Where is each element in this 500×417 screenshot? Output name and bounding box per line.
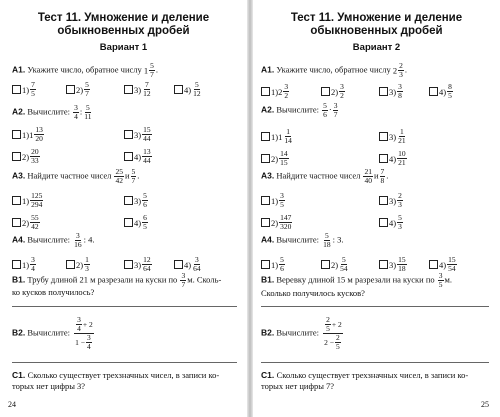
answer-option[interactable]: 3) $\frac{12}{64}$ xyxy=(124,256,153,273)
checkbox[interactable] xyxy=(429,87,438,96)
answer-option[interactable]: 1) 1 $\frac{13}{20}$ xyxy=(12,126,45,143)
checkbox[interactable] xyxy=(174,85,183,94)
checkbox[interactable] xyxy=(379,132,388,141)
right-page xyxy=(253,0,500,417)
answer-option[interactable]: 4) $\frac{3}{64}$ xyxy=(174,256,203,273)
answer-option[interactable]: 2) $\frac{3}{2}$ xyxy=(321,83,346,100)
checkbox[interactable] xyxy=(124,260,133,269)
answer-line[interactable] xyxy=(261,362,489,363)
checkbox[interactable] xyxy=(321,260,330,269)
answer-option[interactable]: 2) $\frac{20}{33}$ xyxy=(12,148,41,165)
checkbox[interactable] xyxy=(12,152,21,161)
answer-option[interactable]: 1) $\frac{125}{294}$ xyxy=(12,192,44,209)
checkbox[interactable] xyxy=(379,218,388,227)
answer-option[interactable]: 4) $\frac{10}{21}$ xyxy=(379,150,408,167)
checkbox[interactable] xyxy=(379,87,388,96)
checkbox[interactable] xyxy=(124,130,133,139)
checkbox[interactable] xyxy=(124,152,133,161)
question-a1: А1. Укажите число, обратное числу 1 $\frac{5}{7}$ . xyxy=(12,61,159,79)
checkbox[interactable] xyxy=(261,154,270,163)
checkbox[interactable] xyxy=(66,85,75,94)
answer-option[interactable]: 2) $\frac{5}{54}$ xyxy=(321,256,350,273)
answer-option[interactable]: 4) $\frac{8}{5}$ xyxy=(429,83,454,100)
question-a2: А2. Вычислите: $\frac{5}{6}$ · $\frac{3}{7}$ xyxy=(261,101,338,119)
checkbox[interactable] xyxy=(12,130,21,139)
question-c1: С1. Сколько существует трехзначных чисел, в записи ко- xyxy=(12,370,220,380)
answer-option[interactable]: 1) 2 $\frac{3}{2}$ xyxy=(261,83,290,100)
checkbox[interactable] xyxy=(379,196,388,205)
answer-option[interactable]: 2) $\frac{55}{42}$ xyxy=(12,214,41,231)
answer-option[interactable]: 4) $\frac{15}{54}$ xyxy=(429,256,458,273)
variant-label: Вариант 2 xyxy=(352,42,401,53)
answer-option[interactable]: 1) $\frac{3}{4}$ xyxy=(12,256,37,273)
question-a1: А1. Укажите число, обратное числу 2 $\frac{2}{3}$ . xyxy=(261,61,408,79)
checkbox[interactable] xyxy=(12,218,21,227)
checkbox[interactable] xyxy=(261,196,270,205)
test-subtitle: обыкновенных дробей xyxy=(310,25,443,37)
question-tag: С1. xyxy=(261,370,277,380)
question-a2: А2. Вычислите: $\frac{3}{4}$ : $\frac{5}{11}$ xyxy=(12,103,92,121)
checkbox[interactable] xyxy=(429,260,438,269)
page-number: 25 xyxy=(481,400,489,409)
answer-option[interactable]: 4) $\frac{13}{44}$ xyxy=(124,148,153,165)
question-c1-cont: торых нет цифры 3? xyxy=(12,381,86,391)
checkbox[interactable] xyxy=(321,87,330,96)
question-b2: В2. Вычислите: $\frac{3}{4}$ + 2 1 − $\frac{3}{4}$ xyxy=(12,315,93,351)
answer-option[interactable]: 1) 1 $\frac{1}{14}$ xyxy=(261,128,294,145)
question-c1-cont: торых нет цифры 7? xyxy=(261,381,335,391)
answer-line[interactable] xyxy=(12,362,237,363)
page-number: 24 xyxy=(8,400,16,409)
question-a4: А4. Вычислите: $\frac{3}{16}$ : 4. xyxy=(12,231,95,249)
test-subtitle: обыкновенных дробей xyxy=(57,25,190,37)
answer-line[interactable] xyxy=(12,306,237,307)
checkbox[interactable] xyxy=(261,87,270,96)
question-c1: С1. Сколько существует трехзначных чисел, в записи ко- xyxy=(261,370,469,380)
question-b1-cont: ко кусков получилось? xyxy=(12,287,95,297)
checkbox[interactable] xyxy=(124,196,133,205)
answer-option[interactable]: 4) $\frac{5}{12}$ xyxy=(174,81,203,98)
answer-option[interactable]: 2) $\frac{1}{3}$ xyxy=(66,256,91,273)
answer-option[interactable]: 3) $\frac{3}{8}$ xyxy=(379,83,404,100)
answer-option[interactable]: 3) $\frac{15}{18}$ xyxy=(379,256,408,273)
question-a3: А3. Найдите частное чисел $\frac{25}{42}$ и $\frac{5}{7}$ . xyxy=(12,167,140,185)
answer-line[interactable] xyxy=(261,306,489,307)
answer-option[interactable]: 4) $\frac{5}{3}$ xyxy=(379,214,404,231)
question-a4: А4. Вычислите: $\frac{5}{18}$ : 3. xyxy=(261,231,344,249)
answer-option[interactable]: 2) $\frac{147}{320}$ xyxy=(261,214,293,231)
checkbox[interactable] xyxy=(124,218,133,227)
checkbox[interactable] xyxy=(12,260,21,269)
left-page xyxy=(0,0,247,417)
answer-option[interactable]: 2) $\frac{5}{7}$ xyxy=(66,81,91,98)
test-title: Тест 11. Умножение и деление xyxy=(37,12,210,24)
checkbox[interactable] xyxy=(379,154,388,163)
checkbox[interactable] xyxy=(124,85,133,94)
question-b2: В2. Вычислите: $\frac{2}{5}$ + 2 2 − $\frac{2}{5}$ xyxy=(261,315,342,351)
answer-option[interactable]: 3) $\frac{5}{6}$ xyxy=(124,192,149,209)
answer-option[interactable]: 1) $\frac{7}{5}$ xyxy=(12,81,37,98)
question-b1: В1. Трубу длиной 21 м разрезали на куски по $\frac{3}{7}$ м. Сколь- xyxy=(12,271,222,289)
variant-label: Вариант 1 xyxy=(99,42,148,53)
answer-option[interactable]: 3) $\frac{7}{12}$ xyxy=(124,81,153,98)
checkbox[interactable] xyxy=(12,196,21,205)
answer-option[interactable]: 3) $\frac{1}{21}$ xyxy=(379,128,408,145)
answer-option[interactable]: 1) $\frac{3}{5}$ xyxy=(261,192,286,209)
answer-option[interactable]: 3) $\frac{2}{3}$ xyxy=(379,192,404,209)
checkbox[interactable] xyxy=(379,260,388,269)
checkbox[interactable] xyxy=(261,132,270,141)
question-tag: С1. xyxy=(12,370,28,380)
checkbox[interactable] xyxy=(12,85,21,94)
test-title: Тест 11. Умножение и деление xyxy=(290,12,463,24)
checkbox[interactable] xyxy=(66,260,75,269)
answer-option[interactable]: 4) $\frac{6}{5}$ xyxy=(124,214,149,231)
question-b1-cont: Сколько получилось кусков? xyxy=(261,288,365,298)
question-a3: А3. Найдите частное чисел $\frac{21}{40}$ и $\frac{7}{8}$ . xyxy=(261,167,389,185)
answer-option[interactable]: 3) $\frac{15}{44}$ xyxy=(124,126,153,143)
answer-option[interactable]: 1) $\frac{5}{6}$ xyxy=(261,256,286,273)
answer-option[interactable]: 2) $\frac{14}{15}$ xyxy=(261,150,290,167)
checkbox[interactable] xyxy=(261,218,270,227)
checkbox[interactable] xyxy=(261,260,270,269)
question-b1: В1. Веревку длиной 15 м разрезали на куски по $\frac{3}{5}$ м. xyxy=(261,271,453,289)
checkbox[interactable] xyxy=(174,260,183,269)
